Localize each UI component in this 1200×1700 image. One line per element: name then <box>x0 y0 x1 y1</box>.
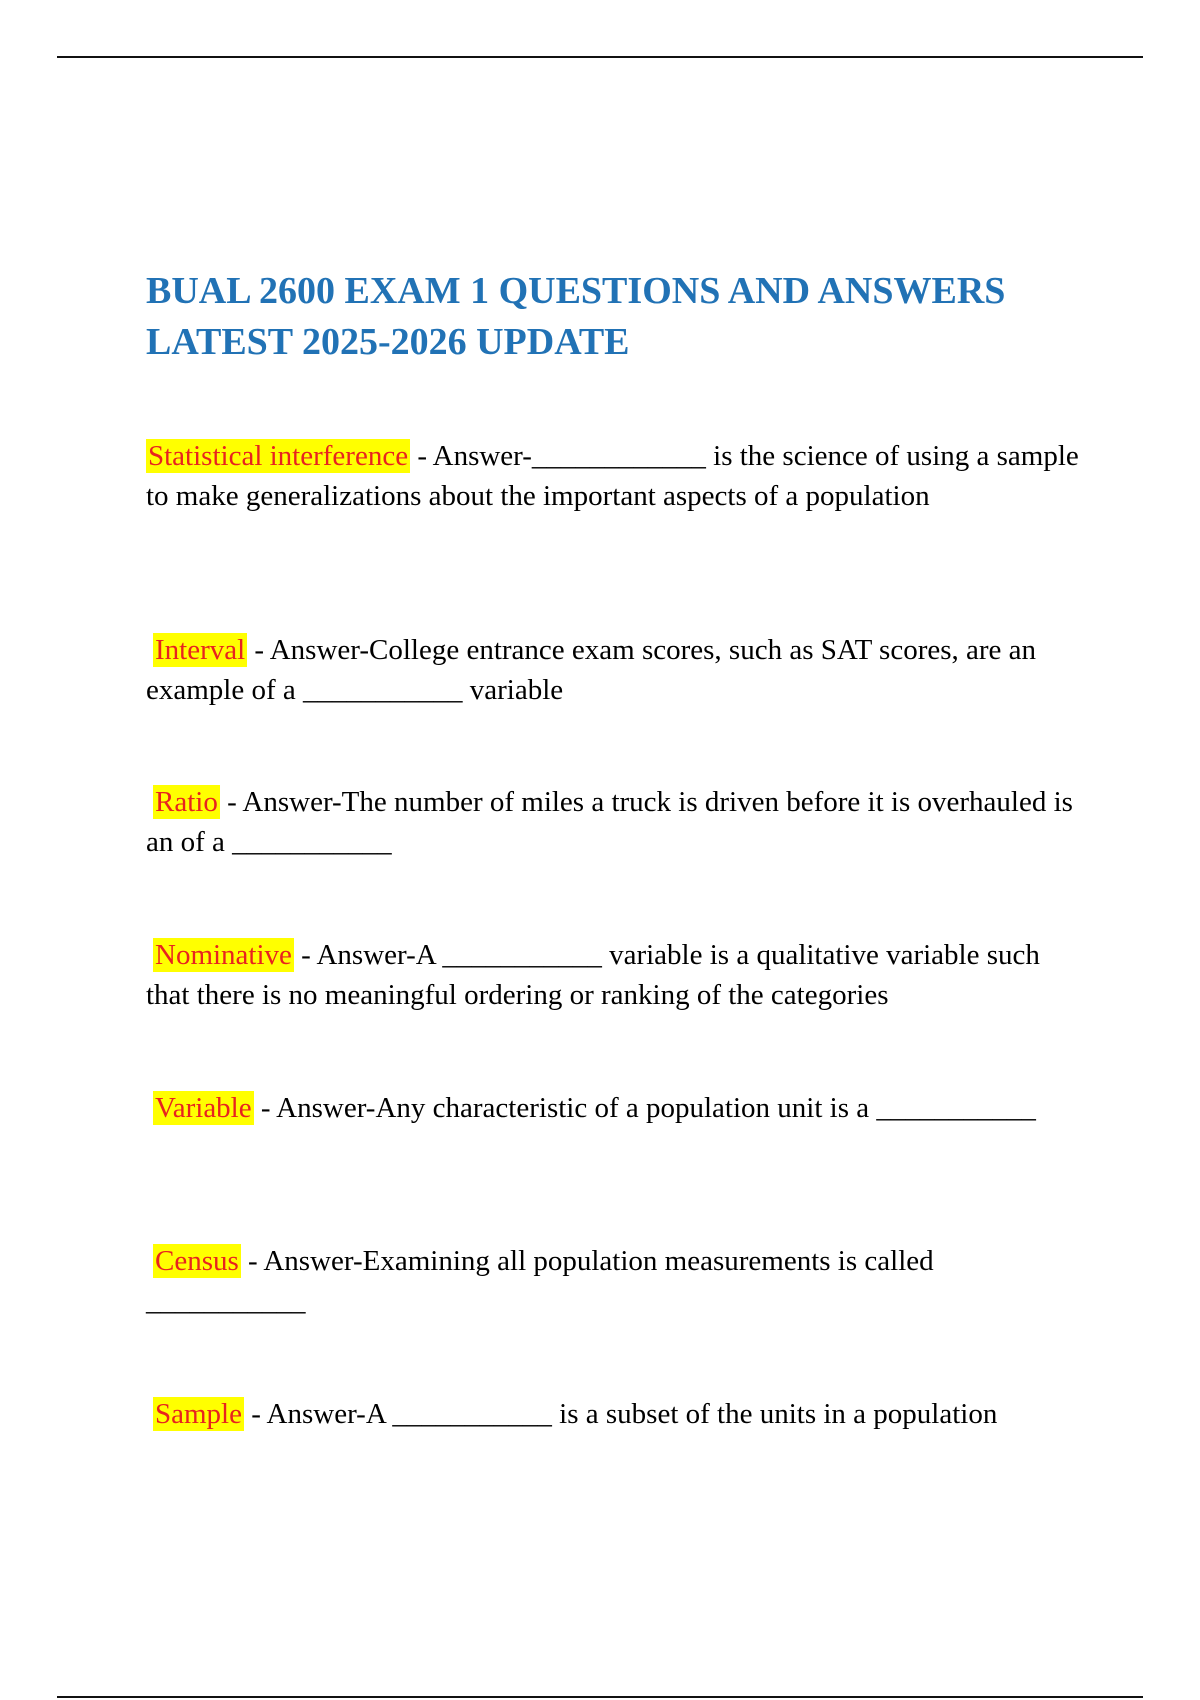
answer-text: - Answer-A ___________ variable is a qualitative variable such that there is no meaningful ordering or ranking of the categories <box>146 939 1040 1011</box>
qa-item-statistical-interference <box>146 436 1086 516</box>
qa-item-interval <box>146 630 1086 710</box>
title-line-1: BUAL 2600 EXAM 1 QUESTIONS AND ANSWERS <box>146 270 1006 312</box>
answer-text: - Answer-A ___________ is a subset of the units in a population <box>244 1398 998 1430</box>
highlighted-term: Variable <box>155 1092 252 1124</box>
answer-text: - Answer-Examining all population measurements is called ___________ <box>146 1245 934 1317</box>
qa-item-nominative <box>146 935 1086 1015</box>
highlighted-term: Interval <box>155 634 246 666</box>
answer-text: - Answer-Any characteristic of a population unit is a ___________ <box>253 1092 1036 1124</box>
highlighted-term: Statistical interference <box>148 440 409 472</box>
answer-text: - Answer-College entrance exam scores, such as SAT scores, are an example of a ___________ variable <box>146 634 1037 706</box>
qa-item-ratio <box>146 782 1086 862</box>
highlighted-term: Census <box>155 1245 239 1277</box>
qa-item-census <box>146 1241 1086 1321</box>
highlighted-term: Sample <box>155 1398 242 1430</box>
highlighted-term: Ratio <box>155 786 218 818</box>
title-line-2: LATEST 2025-2026 UPDATE <box>146 321 630 363</box>
bottom-rule <box>57 1696 1143 1698</box>
highlighted-term: Nominative <box>155 939 292 971</box>
document-title <box>146 266 1106 368</box>
qa-item-sample <box>146 1394 1106 1434</box>
answer-text: - Answer-____________ is the science of using a sample to make generalizations about the important aspects of a population <box>146 440 1079 512</box>
top-rule <box>57 56 1143 58</box>
qa-item-variable <box>146 1088 1086 1128</box>
answer-text: - Answer-The number of miles a truck is driven before it is overhauled is an of a ___________ <box>146 786 1073 858</box>
